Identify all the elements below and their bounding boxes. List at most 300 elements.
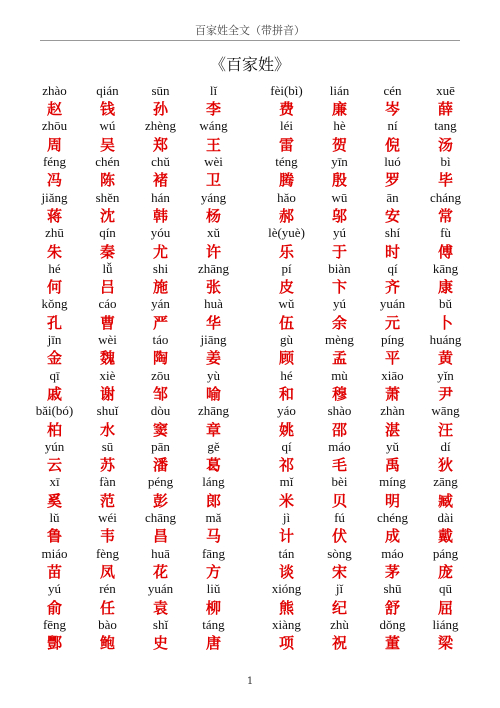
pinyin-cell: yán [151, 296, 170, 312]
pinyin-cell: huā [151, 545, 170, 561]
surname-cell: 任 [99, 598, 115, 617]
surname-cell: 费 [278, 100, 294, 119]
surname-cell: 水 [99, 420, 115, 439]
pinyin-cell: yù [207, 367, 220, 383]
surname-cell: 卞 [331, 278, 347, 297]
pinyin-cell: máo [328, 438, 351, 454]
surname-row [28, 153, 472, 189]
pinyin-cell: sū [101, 438, 114, 454]
pinyin-cell: zāng [433, 474, 458, 490]
surname-cell: 潘 [152, 456, 168, 475]
pinyin-cell: shū [383, 581, 402, 597]
surname-cell: 鲍 [99, 634, 115, 653]
pinyin-cell: qí [387, 260, 398, 276]
pinyin-cell: yáo [277, 403, 296, 419]
surname-cell: 王 [205, 135, 221, 154]
pinyin-cell: fèi(bì) [270, 82, 303, 98]
pinyin-cell: jì [282, 510, 291, 526]
surname-row [28, 82, 472, 118]
surname-cell: 董 [384, 634, 400, 653]
pinyin-line [28, 402, 472, 420]
pinyin-cell: hé [280, 367, 293, 383]
surname-cell: 华 [205, 313, 221, 332]
pinyin-cell: miáo [41, 545, 68, 561]
surname-cell: 毕 [437, 171, 453, 190]
page-number: 1 [246, 676, 254, 687]
pinyin-cell: chéng [376, 510, 409, 526]
pinyin-cell: xiè [99, 367, 116, 383]
hanzi-line [28, 598, 472, 616]
surname-row [28, 331, 472, 367]
pinyin-cell: ní [387, 118, 398, 134]
surname-row [28, 616, 472, 652]
surname-cell: 张 [205, 278, 221, 297]
hanzi-line [28, 207, 472, 225]
surname-cell: 俞 [46, 598, 62, 617]
surname-cell: 汪 [437, 420, 453, 439]
pinyin-cell: míng [379, 474, 406, 490]
surname-cell: 苗 [46, 562, 62, 581]
surname-cell: 尤 [152, 242, 168, 261]
pinyin-cell: dòu [150, 403, 171, 419]
surname-cell: 柳 [205, 598, 221, 617]
surname-cell: 宋 [331, 562, 347, 581]
pinyin-cell: bǎi(bó) [35, 403, 74, 419]
surname-cell: 郎 [205, 491, 221, 510]
surname-cell: 彭 [152, 491, 168, 510]
pinyin-cell: fú [334, 510, 345, 526]
pinyin-cell: yún [44, 438, 65, 454]
pinyin-cell: bào [98, 616, 117, 632]
surname-cell: 米 [278, 491, 294, 510]
pinyin-cell: chāng [144, 510, 177, 526]
pinyin-cell: jǐ [335, 581, 344, 597]
surname-cell: 奚 [46, 491, 62, 510]
surname-cell: 计 [278, 527, 294, 546]
surname-cell: 云 [46, 456, 62, 475]
surname-cell: 褚 [152, 171, 168, 190]
pinyin-cell: zhèng [144, 118, 177, 134]
surname-cell: 臧 [437, 491, 453, 510]
surname-cell: 狄 [437, 456, 453, 475]
surname-cell: 和 [278, 384, 294, 403]
pinyin-line [28, 189, 472, 207]
surname-cell: 韩 [152, 206, 168, 225]
pinyin-cell: yǔ [386, 438, 399, 454]
pinyin-cell: tang [434, 118, 457, 134]
surname-cell: 姚 [278, 420, 294, 439]
pinyin-cell: fèng [95, 545, 120, 561]
surname-cell: 穆 [331, 384, 347, 403]
surname-cell: 殷 [331, 171, 347, 190]
pinyin-cell: shuǐ [96, 403, 119, 419]
surname-cell: 倪 [384, 135, 400, 154]
pinyin-cell: jiǎng [41, 189, 68, 205]
surname-cell: 邵 [331, 420, 347, 439]
pinyin-cell: fù [440, 225, 451, 241]
pinyin-cell: zōu [151, 367, 170, 383]
surname-cell: 萧 [384, 384, 400, 403]
pinyin-cell: wū [331, 189, 348, 205]
pinyin-cell: fēng [42, 616, 67, 632]
surname-cell: 于 [331, 242, 347, 261]
surname-cell: 乐 [278, 242, 294, 261]
pinyin-line [28, 82, 472, 100]
surname-cell: 明 [384, 491, 400, 510]
pinyin-cell: mù [331, 367, 348, 383]
pinyin-cell: zhù [330, 616, 349, 632]
surname-cell: 黄 [437, 349, 453, 368]
surname-cell: 邹 [152, 384, 168, 403]
surname-cell: 沈 [99, 206, 115, 225]
pinyin-cell: shào [327, 403, 352, 419]
surname-cell: 谢 [99, 384, 115, 403]
surname-cell: 许 [205, 242, 221, 261]
pinyin-cell: wú [99, 118, 116, 134]
pinyin-cell: téng [275, 154, 298, 170]
surname-cell: 齐 [384, 278, 400, 297]
surname-cell: 何 [46, 278, 62, 297]
pinyin-cell: hán [151, 189, 170, 205]
pinyin-cell: cháng [429, 189, 462, 205]
surname-cell: 蒋 [46, 206, 62, 225]
pinyin-cell: qián [96, 82, 119, 98]
pinyin-cell: xióng [271, 581, 302, 597]
surname-cell: 毛 [331, 456, 347, 475]
surname-cell: 郑 [152, 135, 168, 154]
surname-cell: 范 [99, 491, 115, 510]
surname-cell: 钱 [99, 100, 115, 119]
surname-cell: 戴 [437, 527, 453, 546]
pinyin-cell: yuán [147, 581, 174, 597]
surname-cell: 杨 [205, 206, 221, 225]
pinyin-cell: kǒng [41, 296, 68, 312]
pinyin-cell: fàn [99, 474, 116, 490]
pinyin-line [28, 580, 472, 598]
surname-cell: 唐 [205, 634, 221, 653]
surname-cell: 李 [205, 100, 221, 119]
pinyin-cell: bǔ [439, 296, 452, 312]
surname-cell: 薛 [437, 100, 453, 119]
hanzi-line [28, 278, 472, 296]
pinyin-cell: wāng [431, 403, 460, 419]
surname-cell: 陶 [152, 349, 168, 368]
surname-row [28, 296, 472, 332]
pinyin-cell: máo [381, 545, 404, 561]
surname-cell: 袁 [152, 598, 168, 617]
pinyin-cell: jīn [47, 332, 62, 348]
surname-cell: 腾 [278, 171, 294, 190]
surname-cell: 章 [205, 420, 221, 439]
surname-cell: 马 [205, 527, 221, 546]
surname-cell: 平 [384, 349, 400, 368]
surname-cell: 祝 [331, 634, 347, 653]
surname-cell: 戚 [46, 384, 62, 403]
hanzi-line [28, 420, 472, 438]
pinyin-cell: táng [202, 616, 225, 632]
pinyin-cell: shi [152, 260, 169, 276]
pinyin-cell: sòng [327, 545, 352, 561]
pinyin-cell: wáng [199, 118, 228, 134]
surname-cell: 孟 [331, 349, 347, 368]
pinyin-line [28, 224, 472, 242]
surname-cell: 熊 [278, 598, 294, 617]
surname-cell: 雷 [278, 135, 294, 154]
surname-cell: 纪 [331, 598, 347, 617]
pinyin-cell: yú [48, 581, 61, 597]
surname-row [28, 509, 472, 545]
pinyin-cell: huà [204, 296, 223, 312]
pinyin-cell: zhào [42, 82, 67, 98]
pinyin-cell: qū [439, 581, 452, 597]
pinyin-cell: pí [281, 260, 292, 276]
pinyin-cell: zhàn [380, 403, 405, 419]
surname-cell: 金 [46, 349, 62, 368]
pinyin-cell: mǎ [205, 510, 222, 526]
pinyin-cell: dǒng [379, 616, 406, 632]
pinyin-cell: zhōu [41, 118, 68, 134]
pinyin-cell: yáng [200, 189, 227, 205]
hanzi-line [28, 242, 472, 260]
surname-cell: 伏 [331, 527, 347, 546]
pinyin-cell: yuán [379, 296, 406, 312]
pinyin-line [28, 367, 472, 385]
surname-cell: 湛 [384, 420, 400, 439]
header-rule [40, 40, 460, 41]
hanzi-line [28, 491, 472, 509]
pinyin-cell: lǚ [102, 260, 113, 276]
pinyin-cell: ān [386, 189, 399, 205]
pinyin-cell: dài [437, 510, 454, 526]
surname-cell: 韦 [99, 527, 115, 546]
surname-cell: 方 [205, 562, 221, 581]
surname-cell: 成 [384, 527, 400, 546]
pinyin-cell: fāng [201, 545, 226, 561]
surname-cell: 朱 [46, 242, 62, 261]
surname-cell: 项 [278, 634, 294, 653]
pinyin-cell: liáng [432, 616, 459, 632]
pinyin-cell: lè(yuè) [268, 225, 305, 241]
pinyin-line [28, 616, 472, 634]
surname-cell: 舒 [384, 598, 400, 617]
surname-row [28, 189, 472, 225]
pinyin-cell: xǔ [207, 225, 220, 241]
surname-cell: 屈 [437, 598, 453, 617]
surname-cell: 苏 [99, 456, 115, 475]
surname-cell: 酆 [46, 634, 62, 653]
pinyin-cell: wéi [98, 510, 117, 526]
surname-row [28, 402, 472, 438]
pinyin-cell: cáo [98, 296, 117, 312]
pinyin-cell: shěn [95, 189, 120, 205]
surname-cell: 鲁 [46, 527, 62, 546]
surname-cell: 邬 [331, 206, 347, 225]
pinyin-cell: cén [383, 82, 402, 98]
surname-cell: 柏 [46, 420, 62, 439]
surname-cell: 严 [152, 313, 168, 332]
surname-row [28, 580, 472, 616]
surname-row [28, 438, 472, 474]
pinyin-cell: luó [384, 154, 401, 170]
pinyin-cell: qī [49, 367, 60, 383]
pinyin-cell: pān [151, 438, 170, 454]
hanzi-line [28, 527, 472, 545]
hanzi-line [28, 385, 472, 403]
surname-cell: 时 [384, 242, 400, 261]
surname-cell: 喻 [205, 384, 221, 403]
surname-cell: 卜 [437, 313, 453, 332]
pinyin-cell: gě [207, 438, 220, 454]
surname-cell: 岑 [384, 100, 400, 119]
surname-cell: 郝 [278, 206, 294, 225]
pinyin-cell: jiāng [200, 332, 227, 348]
surname-cell: 贝 [331, 491, 347, 510]
pinyin-cell: zhāng [197, 260, 230, 276]
surname-row [28, 260, 472, 296]
surname-row [28, 367, 472, 403]
surname-grid [28, 82, 472, 652]
surname-cell: 傅 [437, 242, 453, 261]
surname-cell: 魏 [99, 349, 115, 368]
surname-row [28, 545, 472, 581]
surname-cell: 康 [437, 278, 453, 297]
pinyin-cell: bì [440, 154, 451, 170]
surname-cell: 陈 [99, 171, 115, 190]
surname-cell: 孙 [152, 100, 168, 119]
surname-cell: 罗 [384, 171, 400, 190]
pinyin-cell: wèi [98, 332, 117, 348]
surname-cell: 梁 [437, 634, 453, 653]
pinyin-cell: bèi [331, 474, 348, 490]
pinyin-line [28, 260, 472, 278]
pinyin-cell: lián [329, 82, 350, 98]
surname-cell: 安 [384, 206, 400, 225]
pinyin-cell: kāng [432, 260, 459, 276]
pinyin-cell: qín [99, 225, 116, 241]
pinyin-cell: lǔ [49, 510, 60, 526]
pinyin-cell: táo [152, 332, 169, 348]
surname-cell: 史 [152, 634, 168, 653]
pinyin-cell: hǎo [277, 189, 296, 205]
page-header: 百家姓全文（带拼音） [195, 24, 305, 37]
surname-cell: 伍 [278, 313, 294, 332]
surname-cell: 凤 [99, 562, 115, 581]
pinyin-line [28, 331, 472, 349]
pinyin-cell: biàn [328, 260, 351, 276]
pinyin-cell: xī [49, 474, 60, 490]
pinyin-cell: gù [280, 332, 293, 348]
pinyin-cell: dí [440, 438, 451, 454]
surname-cell: 谈 [278, 562, 294, 581]
pinyin-cell: xuē [436, 82, 455, 98]
surname-cell: 禹 [384, 456, 400, 475]
pinyin-cell: yú [333, 296, 346, 312]
pinyin-cell: rén [99, 581, 116, 597]
pinyin-line [28, 118, 472, 136]
surname-cell: 汤 [437, 135, 453, 154]
surname-cell: 周 [46, 135, 62, 154]
surname-cell: 茅 [384, 562, 400, 581]
surname-cell: 施 [152, 278, 168, 297]
pinyin-cell: zhū [45, 225, 64, 241]
surname-cell: 昌 [152, 527, 168, 546]
surname-cell: 元 [384, 313, 400, 332]
pinyin-cell: wèi [204, 154, 223, 170]
surname-cell: 曹 [99, 313, 115, 332]
hanzi-line [28, 456, 472, 474]
surname-cell: 皮 [278, 278, 294, 297]
pinyin-cell: píng [380, 332, 405, 348]
pinyin-line [28, 509, 472, 527]
pinyin-line [28, 545, 472, 563]
pinyin-line [28, 474, 472, 492]
pinyin-cell: chén [95, 154, 120, 170]
pinyin-cell: féng [42, 154, 67, 170]
surname-cell: 顾 [278, 349, 294, 368]
hanzi-line [28, 135, 472, 153]
pinyin-cell: shí [384, 225, 401, 241]
pinyin-cell: zhāng [197, 403, 230, 419]
pinyin-cell: láng [202, 474, 225, 490]
pinyin-cell: páng [432, 545, 459, 561]
pinyin-cell: yóu [150, 225, 171, 241]
pinyin-cell: lǐ [209, 82, 218, 98]
pinyin-cell: wǔ [278, 296, 295, 312]
pinyin-cell: yǐn [437, 367, 454, 383]
surname-cell: 廉 [331, 100, 347, 119]
surname-row [28, 224, 472, 260]
hanzi-line [28, 563, 472, 581]
surname-cell: 贺 [331, 135, 347, 154]
pinyin-cell: qí [281, 438, 292, 454]
surname-cell: 尹 [437, 384, 453, 403]
page-title: 《百家姓》 [209, 55, 290, 74]
surname-cell: 祁 [278, 456, 294, 475]
pinyin-cell: liǔ [206, 581, 221, 597]
pinyin-cell: xiāo [381, 367, 404, 383]
pinyin-line [28, 153, 472, 171]
pinyin-cell: mǐ [279, 474, 294, 490]
hanzi-line [28, 634, 472, 652]
surname-row [28, 474, 472, 510]
surname-cell: 姜 [205, 349, 221, 368]
surname-cell: 花 [152, 562, 168, 581]
pinyin-line [28, 438, 472, 456]
surname-row [28, 118, 472, 154]
pinyin-cell: hè [333, 118, 346, 134]
pinyin-cell: péng [147, 474, 174, 490]
hanzi-line [28, 349, 472, 367]
surname-cell: 秦 [99, 242, 115, 261]
pinyin-cell: sūn [151, 82, 170, 98]
surname-cell: 吴 [99, 135, 115, 154]
surname-cell: 葛 [205, 456, 221, 475]
hanzi-line [28, 100, 472, 118]
surname-cell: 庞 [437, 562, 453, 581]
pinyin-cell: léi [280, 118, 293, 134]
pinyin-cell: hé [48, 260, 61, 276]
pinyin-cell: tán [278, 545, 295, 561]
surname-cell: 余 [331, 313, 347, 332]
pinyin-cell: huáng [429, 332, 462, 348]
pinyin-cell: mèng [325, 332, 354, 348]
surname-cell: 窦 [152, 420, 168, 439]
surname-cell: 吕 [99, 278, 115, 297]
pinyin-cell: chǔ [151, 154, 170, 170]
surname-cell: 常 [437, 206, 453, 225]
pinyin-cell: shǐ [152, 616, 169, 632]
pinyin-cell: xiàng [272, 616, 301, 632]
